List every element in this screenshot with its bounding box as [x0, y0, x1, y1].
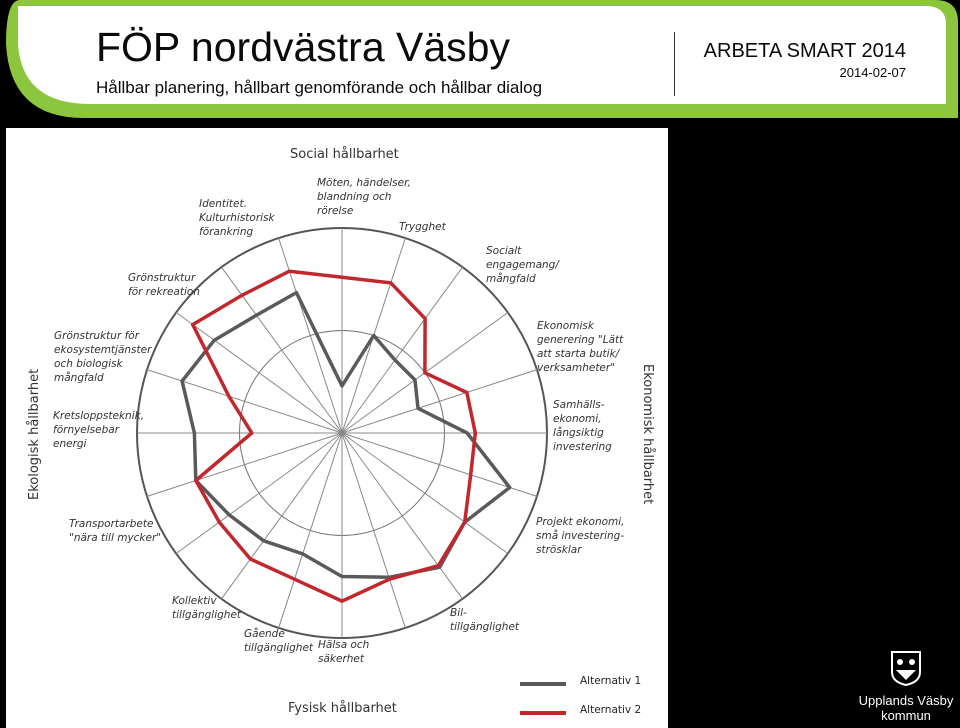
legend [520, 675, 641, 716]
dimension-label-5: Samhälls-ekonomi, långsiktig investering [553, 399, 612, 453]
dimension-label-12: Kretsloppsteknik, förnyelsebar energi [53, 410, 145, 450]
event-name: ARBETA SMART 2014 [703, 40, 906, 62]
legend-label-alt1: Alternativ 1 [580, 675, 642, 687]
radar-labels [53, 177, 625, 665]
category-social: Social hållbarhet [290, 147, 399, 162]
dimension-label-6: Projekt ekonomi, små investering-strösklar [536, 516, 625, 556]
series-alt2 [193, 271, 476, 601]
page-subtitle: Hållbar planering, hållbart genomförande och hållbar dialog [96, 78, 543, 97]
event-block [680, 40, 906, 80]
dimension-label-3: Socialt engagemang/ mångfald [486, 245, 559, 285]
coat-of-arms-icon [888, 650, 924, 686]
header-banner [0, 0, 960, 120]
radar-spoke [342, 267, 462, 433]
dimension-label-2: Trygghet [399, 221, 446, 233]
logo-name: Upplands Väsby [858, 693, 954, 708]
category-physical: Fysisk hållbarhet [288, 701, 397, 716]
dimension-label-4: Ekonomisk generering "Lätt att starta butik/ verksamheter" [537, 320, 624, 374]
header-divider [674, 32, 675, 96]
dimension-label-13: Grönstruktur för ekosystemtjänster och biologisk mångfald [54, 330, 152, 384]
dimension-label-15: Identitet. Kulturhistorisk förankring [199, 198, 275, 238]
legend-label-alt2: Alternativ 2 [580, 704, 642, 716]
category-ecological: Ekologisk hållbarhet [27, 368, 42, 500]
logo-kommun: kommun [881, 708, 931, 723]
radar-spoke [279, 433, 342, 628]
dimension-label-10: Kollektiv tillgänglighet [172, 595, 242, 621]
dimension-label-11: Transportarbete "nära till mycker" [69, 518, 162, 544]
dimension-label-9: Gående tillgänglighet [244, 628, 314, 654]
page-title: FÖP nordvästra Väsby [96, 24, 510, 70]
radar-diagram [6, 128, 668, 728]
radar-spoke [176, 313, 342, 433]
radar-spoke [147, 433, 342, 496]
radar-diagram-panel [6, 128, 668, 728]
category-economic: Ekonomisk hållbarhet [640, 364, 655, 505]
dimension-label-7: Bil-tillgänglighet [450, 607, 520, 633]
dimension-label-14: Grönstruktur för rekreation [128, 272, 200, 298]
dimension-label-8: Hälsa och säkerhet [318, 639, 370, 665]
event-date: 2014-02-07 [839, 65, 906, 80]
radar-spoke [279, 238, 342, 433]
radar-spoke [342, 433, 405, 628]
municipality-logo [856, 650, 956, 723]
dimension-label-1: Möten, händelser, blandning och rörelse [317, 177, 411, 217]
